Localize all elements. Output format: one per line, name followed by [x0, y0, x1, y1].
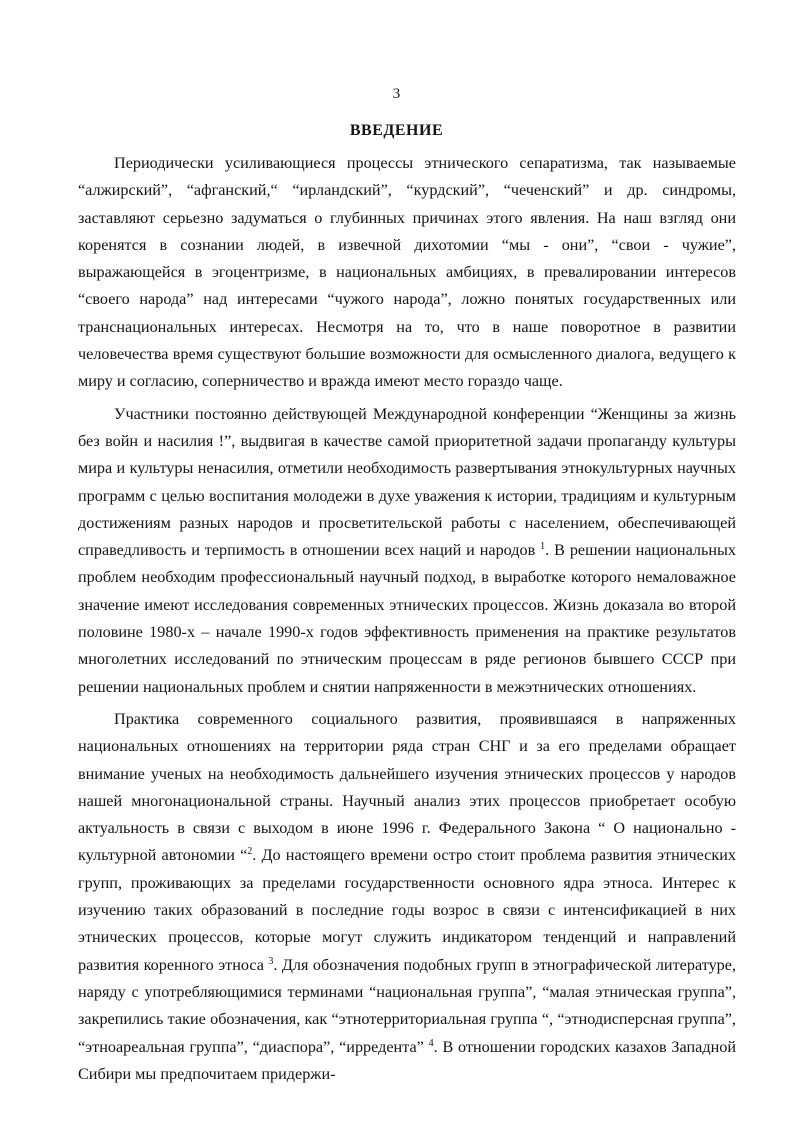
- paragraph-3-text-c: . Для обозначения подобных групп в этнографической литературе, наряду с употребляющимися терминами “национальная группа”, “малая этническая группа”, закрепились такие обозначения, как “этнотерриториальная группа “, “этнодисперсная группа”, “этноареальная группа”, “диаспора”, “ирредента”: [78, 955, 736, 1056]
- footnote-ref-1[interactable]: 1: [540, 541, 546, 553]
- paragraph-2-text-b: . В решении национальных проблем необходим профессиональный научный подход, в выработке которого немаловажное значение имеют исследования современных этнических процессов. Жизнь доказала во второй половине 1980-х – начале 1990-х годов эффективность применения на практике результатов многолетних исследований по этническим процессам в ряде регионов бывшего СССР при решении национальных проблем и снятии напряженности в межэтнических отношениях.: [78, 541, 736, 696]
- section-heading: ВВЕДЕНИЕ: [349, 122, 444, 139]
- footnote-ref-3[interactable]: 3: [268, 955, 274, 967]
- paragraph-2-text-a: Участники постоянно действующей Международной конференции “Женщины за жизнь без войн и насилия !”, выдвигая в качестве самой приоритетной задачи пропаганду культуры мира и культуры ненасилия, отметили необходимость развертывания этнокультурных научных программ с целью воспитания молодежи в духе уважения к истории, традициям и культурным достижениям разных народов и просветительской работы с населением, обеспечивающей справедливость и терпимость в отношении всех наций и народов: [78, 404, 736, 560]
- paragraph-1: [78, 150, 736, 396]
- page-number: 3: [392, 86, 401, 102]
- footnote-ref-4[interactable]: 4: [428, 1037, 434, 1049]
- paragraph-1-text: Периодически усиливающиеся процессы этнического сепаратизма, так называемые “алжирский”, “афганский,“ “ирландский”, “курдский”, “чеченский” и др. синдромы, заставляют серьезно задуматься о глубинных причинах этого явления. На наш взгляд они коренятся в сознании людей, в извечной дихотомии “мы - они”, “свои - чужие”, выражающейся в эгоцентризме, в национальных амбициях, в превалировании интересов “своего народа” над интересами “чужого народа”, ложно понятых государственных или транснациональных интересах. Несмотря на то, что в наше поворотное в развитии человечества время существуют большие возможности для осмысленного диалога, ведущего к миру и согласию, соперничество и вражда имеют место гораздо чаще.: [78, 154, 736, 391]
- body-text: [78, 150, 736, 1088]
- paragraph-3-text-a: Практика современного социального развития, проявившаяся в напряженных национальных отношениях на территории ряда стран СНГ и за его пределами обращает внимание ученых на необходимость дальнейшего изучения этнических процессов у народов нашей многонациональной страны. Научный анализ этих процессов приобретает особую актуальность в связи с выходом в июне 1996 г. Федерального Закона “ О национально - культурной автономии “: [78, 709, 736, 865]
- paragraph-3-text-d: . В отношении городских казахов Западной Сибири мы предпочитаем придержи-: [78, 1037, 737, 1083]
- paragraph-2: [78, 401, 736, 701]
- paragraph-3-text-b: . До настоящего времени остро стоит проблема развития этнических групп, проживающих за пределами государственности основного ядра этноса. Интерес к изучению таких образований в последние годы возрос в связи с интенсификацией в них этнических процессов, которые могут служить индикатором тенденций и направлений развития коренного этноса: [78, 846, 736, 974]
- footnote-ref-2[interactable]: 2: [247, 846, 253, 858]
- paragraph-3: [78, 706, 736, 1088]
